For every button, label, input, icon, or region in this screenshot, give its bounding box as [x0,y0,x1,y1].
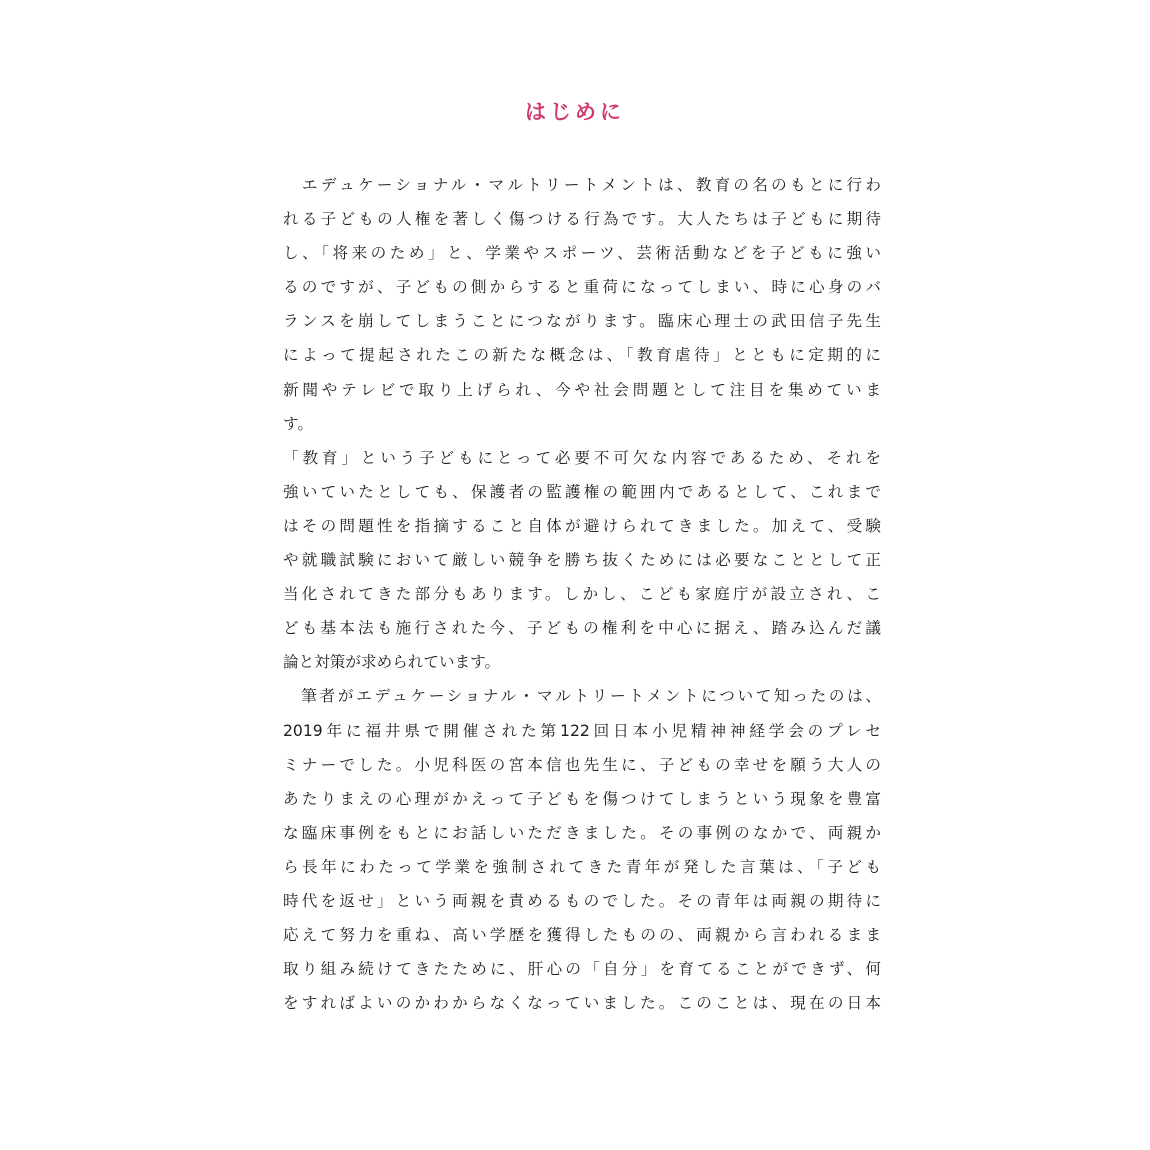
text-line: 応えて努力を重ね、高い学歴を獲得したものの、両親から言われるまま [283,926,881,945]
text-line: ランスを崩してしまうことにつながります。臨床心理士の武田信子先生 [283,312,881,331]
text-line: あたりまえの心理がかえって子どもを傷つけてしまうという現象を豊富 [283,789,881,808]
text-line: 新聞やテレビで取り上げられ、今や社会問題として注目を集めていま [283,380,881,399]
text-line: 取り組み続けてきたために、肝心の「自分」を育てることができず、何 [283,960,881,979]
text-line: 強いていたとしても、保護者の監護権の範囲内であるとして、これまで [283,482,881,501]
text-line: 2019年に福井県で開催された第122回日本小児精神神経学会のプレセ [283,721,881,740]
text-line: 当化されてきた部分もあります。しかし、こども家庭庁が設立され、こ [283,585,881,604]
page-title: はじめに [525,100,625,124]
text-line: 筆者がエデュケーショナル・マルトリートメントについて知ったのは、 [283,687,881,706]
text-line: れる子どもの人権を著しく傷つける行為です。大人たちは子どもに期待 [283,210,881,229]
text-line: るのですが、子どもの側からすると重荷になってしまい、時に心身のバ [283,278,881,297]
text-line: す。 [283,414,313,433]
text-line: をすればよいのかわからなくなっていました。このことは、現在の日本 [283,994,881,1013]
text-line: ら長年にわたって学業を強制されてきた青年が発した言葉は、「子ども [283,857,881,876]
text-line: はその問題性を指摘すること自体が避けられてきました。加えて、受験 [283,516,881,535]
paragraph-3 [283,679,881,1020]
text-line: 「教育」という子どもにとって必要不可欠な内容であるため、それを [283,448,881,467]
body-text [283,168,881,1020]
text-line: し、「将来のため」と、学業やスポーツ、芸術活動などを子どもに強い [283,244,881,263]
paragraph-1 [283,168,881,441]
text-line: ミナーでした。小児科医の宮本信也先生に、子どもの幸せを願う大人の [283,755,881,774]
text-line: 時代を返せ」という両親を責めるものでした。その青年は両親の期待に [283,891,881,910]
paragraph-2 [283,441,881,680]
text-line: ども基本法も施行された今、子どもの権利を中心に据え、踏み込んだ議 [283,619,881,638]
text-line: 論と対策が求められています。 [283,653,501,672]
text-line: によって提起されたこの新たな概念は、「教育虐待」とともに定期的に [283,346,881,365]
text-line: エデュケーショナル・マルトリートメントは、教育の名のもとに行わ [283,176,881,194]
text-line: や就職試験において厳しい競争を勝ち抜くためには必要なこととして正 [283,551,881,570]
text-line: な臨床事例をもとにお話しいただきました。その事例のなかで、両親か [283,823,881,842]
